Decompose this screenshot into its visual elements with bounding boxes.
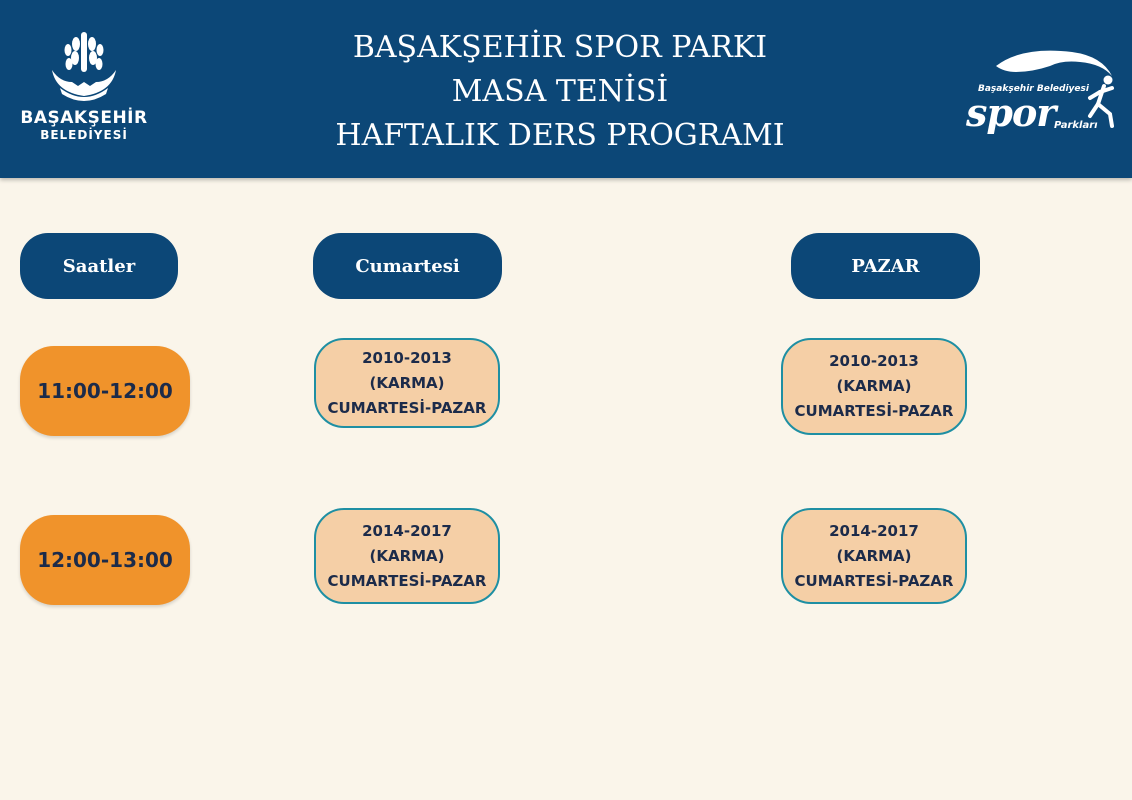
- cell-days: CUMARTESİ-PAZAR: [794, 571, 954, 590]
- cell-years: 2014-2017: [362, 521, 452, 540]
- time-slot-2: 12:00-13:00: [20, 515, 190, 605]
- title-line-3: HAFTALIK DERS PROGRAMI: [335, 118, 785, 153]
- column-header-saturday: Cumartesi: [313, 233, 502, 299]
- logo-left-subname: BELEDİYESİ: [40, 128, 128, 142]
- cell-days: CUMARTESİ-PAZAR: [327, 398, 487, 417]
- column-header-sunday: PAZAR: [791, 233, 980, 299]
- cell-group: (KARMA): [369, 546, 445, 565]
- basaksehir-belediyesi-logo: [18, 30, 150, 150]
- schedule-cell-saturday-2: [314, 508, 500, 604]
- cell-group: (KARMA): [836, 546, 912, 565]
- cell-years: 2010-2013: [362, 348, 452, 367]
- cell-days: CUMARTESİ-PAZAR: [794, 402, 954, 420]
- column-header-hours: Saatler: [20, 233, 178, 299]
- cell-years: 2014-2017: [829, 521, 919, 540]
- title-line-2: MASA TENİSİ: [451, 74, 669, 109]
- wheat-hands-icon: [46, 30, 122, 106]
- schedule-cell-sunday-2: [781, 508, 967, 604]
- logo-right-sub-text: Parkları: [1054, 120, 1098, 131]
- schedule-cell-sunday-1: [781, 338, 967, 435]
- logo-left-name: BAŞAKŞEHİR: [20, 108, 148, 128]
- time-slot-1: 11:00-12:00: [20, 346, 190, 436]
- header-banner: [0, 0, 1132, 178]
- title-line-1: BAŞAKŞEHİR SPOR PARKI: [352, 30, 768, 65]
- cell-group: (KARMA): [369, 373, 445, 392]
- cell-years: 2010-2013: [829, 352, 919, 370]
- logo-right-main-text: spor: [966, 90, 1056, 135]
- schedule-cell-saturday-1: [314, 338, 500, 428]
- spor-parklari-logo: [962, 42, 1122, 142]
- page-title: [230, 26, 890, 158]
- cell-group: (KARMA): [836, 377, 912, 395]
- logo-right-top-text: Başakşehir Belediyesi: [978, 84, 1089, 94]
- cell-days: CUMARTESİ-PAZAR: [327, 571, 487, 590]
